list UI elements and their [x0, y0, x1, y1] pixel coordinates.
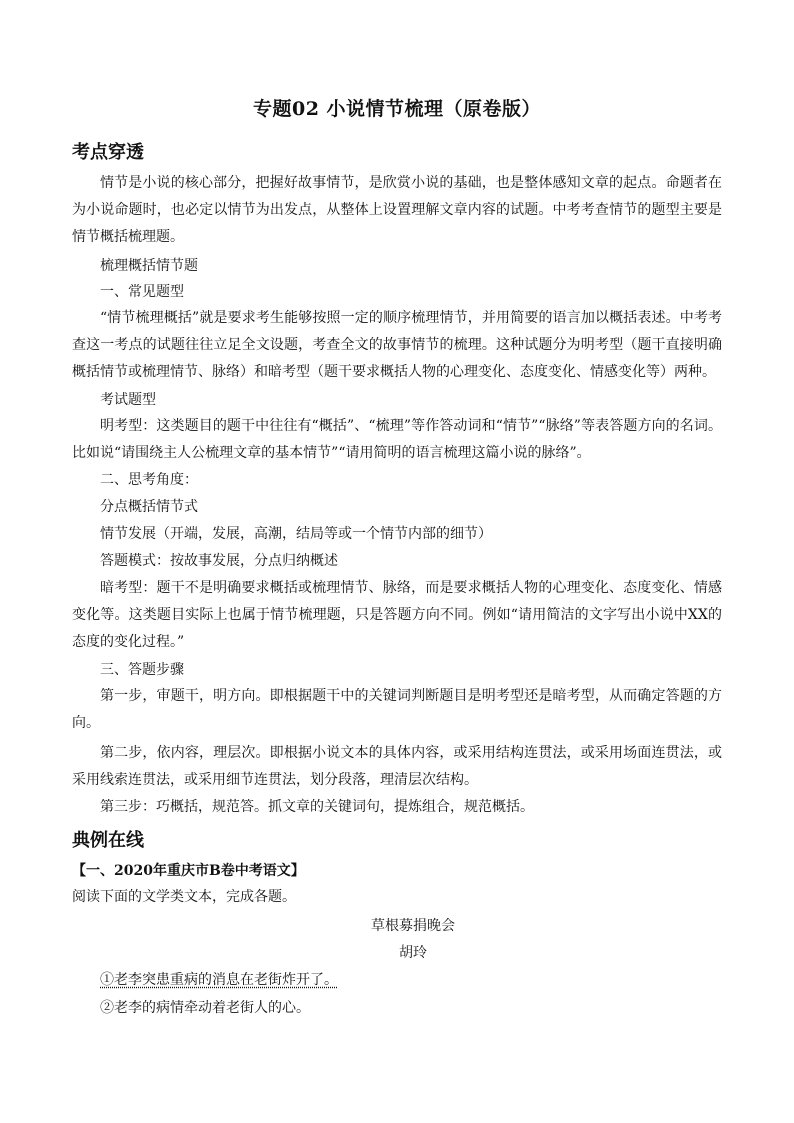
instruction-line: 阅读下面的文学类文本，完成各题。 — [72, 889, 296, 905]
think-heading: 二、思考角度： — [100, 472, 198, 488]
steps-heading: 三、答题步骤 — [100, 662, 184, 678]
step3-paragraph: 第三步：巧概括，规范答。抓文章的关键词句，提炼组合，规范概括。 — [100, 799, 534, 815]
story-paragraph-2: ②老李的病情牵动着老街人的心。 — [100, 1000, 310, 1016]
section-heading-dianli: 典例在线 — [72, 830, 144, 851]
underlined-text: ①老李突患重病的消息在老街炸开了。 — [100, 972, 338, 988]
type-paragraph: “情节梳理概括”就是要求考生能够按照一定的顺序梳理情节，并用简要的语言加以概括表述。中考考查这一考点的试题往往立足全文设题，考查全文的故事情节的梳理。这种试题分为明考型（题干直接明确概括情节或梳理情节、脉络）和暗考型（题干要求概括人物的心理变化、态度变化、情感变化等）两种。 — [72, 310, 722, 380]
story-author: 胡玲 — [399, 945, 427, 961]
step1-paragraph: 第一步，审题干，明方向。即根据题干中的关键词判断题目是明考型还是暗考型，从而确定答题的方向。 — [72, 688, 722, 731]
document-title: 专题02 小说情节梳理（原卷版） — [252, 98, 542, 120]
develop-line: 情节发展（开端，发展，高潮，结局等或一个情节内部的细节） — [100, 526, 492, 542]
intro-paragraph: 情节是小说的核心部分，把握好故事情节，是欣赏小说的基础，也是整体感知文章的起点。命题者在为小说命题时，也必定以情节为出发点，从整体上设置理解文章内容的试题。中考考查情节的题型主要是情节概括梳理题。 — [72, 175, 722, 245]
section-heading-kaodian: 考点穿透 — [72, 142, 144, 163]
story-title: 草根募捐晚会 — [371, 918, 455, 934]
exam-source: 【一、2020年重庆市B卷中考语文】 — [72, 863, 305, 879]
common-type-heading: 一、常见题型 — [100, 284, 184, 300]
ming-paragraph: 明考型：这类题目的题干中往往有“概括”、“梳理”等作答动词和“情节”“脉络”等表答题方向的名词。比如说“请围绕主人公梳理文章的基本情节”“请用简明的语言梳理这篇小说的脉络”。 — [72, 418, 722, 461]
topic-line: 梳理概括情节题 — [100, 258, 198, 274]
an-paragraph: 暗考型：题干不是明确要求概括或梳理情节、脉络，而是要求概括人物的心理变化、态度变化、情感变化等。这类题目实际上也属于情节梳理题，只是答题方向不同。例如“请用简洁的文字写出小说中XX的态度的变化过程。” — [72, 580, 722, 650]
step2-paragraph: 第二步，依内容，理层次。即根据小说文本的具体内容，或采用结构连贯法，或采用场面连贯法，或采用线索连贯法，或采用细节连贯法，划分段落，理清层次结构。 — [72, 745, 722, 788]
fendian-line: 分点概括情节式 — [100, 499, 198, 515]
story-paragraph-1 — [100, 970, 338, 990]
mode-line: 答题模式：按故事发展，分点归纳概述 — [100, 553, 338, 569]
exam-type-line: 考试题型 — [100, 392, 156, 408]
